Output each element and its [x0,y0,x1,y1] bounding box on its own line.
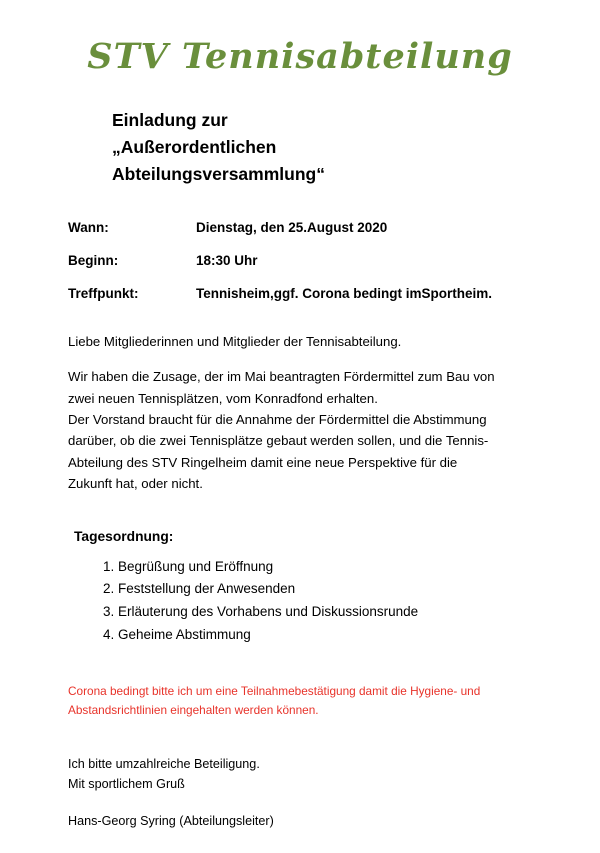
invitation-line-2: „Außerordentlichen [112,136,277,157]
detail-row [68,253,600,268]
corona-notice-line-1: Corona bedingt bitte ich um eine Teilnahmebestätigung damit die Hygiene- und [68,683,481,698]
agenda-item: 3. Erläuterung des Vorhabens und Diskussionsrunde [118,601,600,623]
closing-block [0,754,600,795]
club-title: STV Tennisabteilung [87,36,513,77]
paragraph-vote-line-4: Zukunft hat, oder nicht. [68,476,203,492]
detail-row [68,286,600,301]
invitation-line-1: Einladung zur [112,109,228,130]
invitation-line-3: Abteilungsversammlung“ [112,163,325,184]
agenda-item: 1. Begrüßung und Eröffnung [118,556,600,578]
signature: Hans-Georg Syring (Abteilungsleiter) [68,814,274,829]
paragraph-funding [68,366,560,494]
detail-label-start: Beginn: [68,252,119,268]
event-details [0,220,600,301]
detail-label-when: Wann: [68,219,109,235]
agenda-item: 2. Feststellung der Anwesenden [118,578,600,600]
invitation-heading [0,107,600,188]
detail-value-start: 18:30 Uhr [196,252,258,268]
salutation: Liebe Mitgliederinnen und Mitglieder der Tennisabteilung. [68,333,402,349]
paragraph-vote-line-3: Abteilung des STV Ringelheim damit eine neue Perspektive für die [68,454,458,470]
agenda-list [0,556,600,646]
agenda-title: Tagesordnung: [74,528,174,544]
closing-line-2: Mit sportlichem Gruß [68,777,185,792]
detail-value-when: Dienstag, den 25.August 2020 [196,219,388,235]
corona-notice [0,682,600,720]
paragraph-funding-line-2: zwei neuen Tennisplätzen, vom Konradfond erhalten. [68,390,378,406]
detail-row [68,220,600,235]
detail-label-location: Treffpunkt: [68,285,139,301]
paragraph-vote-line-1: Der Vorstand braucht für die Annahme der Fördermittel die Abstimmung [68,412,487,427]
agenda-item: 4. Geheime Abstimmung [118,624,600,646]
closing-line-1: Ich bitte umzahlreiche Beteiligung. [68,756,260,771]
detail-value-location: Tennisheim,ggf. Corona bedingt imSportheim. [196,285,493,301]
corona-notice-line-2: Abstandsrichtlinien eingehalten werden können. [68,702,319,717]
masthead [0,0,600,77]
paragraph-funding-line-1: Wir haben die Zusage, der im Mai beantragten Fördermittel zum Bau von [68,369,495,385]
letter-body [0,331,600,495]
paragraph-vote-line-2: darüber, ob die zwei Tennisplätze gebaut werden sollen, und die Tennis- [68,433,489,449]
